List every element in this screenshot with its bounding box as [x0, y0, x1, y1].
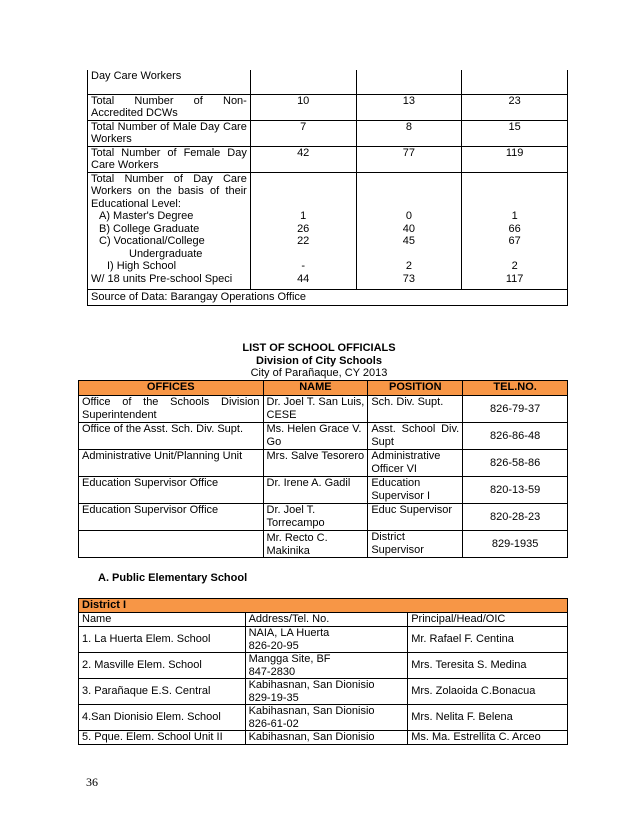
table-row [88, 94, 568, 120]
officials-subtitle: Division of City Schools [256, 355, 382, 367]
office-cell: Office of the Schools Division Superintendent [79, 396, 264, 423]
source-note: Source of Data: Barangay Operations Office [88, 290, 568, 306]
table-row [79, 531, 568, 558]
value-cell: 26 [297, 222, 310, 235]
educ-item: C) Vocational/College [99, 235, 205, 247]
office-cell: Office of the Asst. Sch. Div. Supt. [79, 423, 264, 450]
school-address: NAIA, LA Huerta 826-20-95 [245, 627, 408, 653]
value-cell: 10 [250, 94, 356, 120]
table-row [79, 450, 568, 477]
column-header: Address/Tel. No. [245, 613, 408, 627]
educ-item: A) Master's Degree [99, 210, 194, 222]
educ-item: B) College Graduate [99, 222, 200, 235]
header-row [79, 381, 568, 396]
value-cell: 7 [250, 120, 356, 146]
position-cell: Education Supervisor I [368, 477, 463, 504]
position-cell: Administrative Officer VI [368, 450, 463, 477]
educ-values-col1 [250, 172, 356, 290]
officials-subtitle-city: City of Parañaque, CY 2013 [250, 367, 388, 379]
educ-values-col2 [356, 172, 462, 290]
value-cell: 42 [250, 146, 356, 172]
tel-cell: 829-1935 [463, 531, 568, 558]
value-cell: 22 [297, 235, 310, 247]
office-cell: Administrative Unit/Planning Unit [79, 450, 264, 477]
table-row [79, 705, 568, 731]
school-address: Mangga Site, BF 847-2830 [245, 653, 408, 679]
name-cell: Mr. Recto C. Makinika [263, 531, 368, 558]
value-cell: 15 [462, 120, 568, 146]
value-cell: - [301, 260, 306, 272]
row-label: Total Number of Non-Accredited DCWs [88, 94, 251, 120]
table-row [88, 120, 568, 146]
column-header: POSITION [368, 381, 463, 396]
position-cell: Sch. Div. Supt. [368, 396, 463, 423]
value-cell: 73 [402, 272, 416, 285]
name-cell: Dr. Joel T. Torrecampo [263, 504, 368, 531]
value-cell: 67 [508, 235, 521, 247]
tel-cell: 820-13-59 [463, 477, 568, 504]
value-cell: 23 [462, 94, 568, 120]
name-cell: Mrs. Salve Tesorero [263, 450, 368, 477]
value-cell: 45 [402, 235, 416, 247]
name-cell: Ms. Helen Grace V. Go [263, 423, 368, 450]
row-label: Total Number of Male Day Care Workers [88, 120, 251, 146]
tel-cell: 826-79-37 [463, 396, 568, 423]
row-label: Total Number of Female Day Care Workers [88, 146, 251, 172]
school-address: Kabihasnan, San Dionisio 826-61-02 [245, 705, 408, 731]
column-header: Name [79, 613, 246, 627]
school-name: 4.San Dionisio Elem. School [79, 705, 246, 731]
office-cell [79, 531, 264, 558]
value-cell: 13 [356, 94, 462, 120]
value-cell: 1 [300, 210, 307, 222]
value-cell: 0 [405, 210, 412, 222]
school-officials-table [78, 380, 568, 558]
value-cell: 8 [356, 120, 462, 146]
column-header: Principal/Head/OIC [408, 613, 568, 627]
educ-intro: Total Number of Day Care Workers on the basis of their Educational Level: [91, 172, 247, 210]
school-name: 3. Parañaque E.S. Central [79, 679, 246, 705]
office-cell: Education Supervisor Office [79, 504, 264, 531]
column-header: OFFICES [79, 381, 264, 396]
educ-values-col3 [462, 172, 568, 290]
position-cell: District Supervisor [368, 531, 463, 558]
district-row [79, 599, 568, 613]
office-cell: Education Supervisor Office [79, 477, 264, 504]
value-cell: 2 [511, 260, 518, 272]
column-header: NAME [263, 381, 368, 396]
position-cell: Asst. School Div. Supt [368, 423, 463, 450]
educ-level-label [88, 172, 251, 290]
educ-item: I) High School [107, 260, 177, 272]
tel-cell: 826-58-86 [463, 450, 568, 477]
column-header: TEL.NO. [463, 381, 568, 396]
header-row [79, 613, 568, 627]
value-cell: 77 [356, 146, 462, 172]
value-cell: 117 [505, 272, 524, 285]
school-principal: Mrs. Nelita F. Belena [408, 705, 568, 731]
table-row [79, 679, 568, 705]
officials-title: LIST OF SCHOOL OFFICIALS [242, 342, 396, 354]
name-cell: Dr. Joel T. San Luis, CESE [263, 396, 368, 423]
table-row [88, 146, 568, 172]
value-cell: 66 [508, 222, 521, 235]
section-heading: A. Public Elementary School [98, 572, 248, 584]
educ-item: W/ 18 units Pre-school Speci [91, 272, 233, 285]
school-principal: Ms. Ma. Estrellita C. Arceo [408, 731, 568, 745]
name-cell: Dr. Irene A. Gadil [263, 477, 368, 504]
district-label: District I [79, 599, 568, 613]
value-cell: 2 [405, 260, 412, 272]
value-cell: 119 [462, 146, 568, 172]
school-name: 5. Pque. Elem. School Unit II [79, 731, 246, 745]
table-row [79, 504, 568, 531]
table-row [79, 627, 568, 653]
workers-table-header: Day Care Workers [88, 70, 251, 94]
educ-level-row [88, 172, 568, 290]
page-number: 36 [86, 775, 98, 789]
school-address: Kabihasnan, San Dionisio [245, 731, 408, 745]
tel-cell: 826-86-48 [463, 423, 568, 450]
educ-item: Undergraduate [129, 247, 203, 260]
tel-cell: 820-28-23 [463, 504, 568, 531]
table-row [79, 731, 568, 745]
table-row [79, 396, 568, 423]
day-care-workers-table [87, 70, 568, 306]
table-row [79, 653, 568, 679]
school-address: Kabihasnan, San Dionisio 829-19-35 [245, 679, 408, 705]
position-cell: Educ Supervisor [368, 504, 463, 531]
value-cell: 40 [402, 222, 416, 235]
school-principal: Mrs. Zolaoida C.Bonacua [408, 679, 568, 705]
school-name: 1. La Huerta Elem. School [79, 627, 246, 653]
school-principal: Mrs. Teresita S. Medina [408, 653, 568, 679]
school-name: 2. Masville Elem. School [79, 653, 246, 679]
school-principal: Mr. Rafael F. Centina [408, 627, 568, 653]
value-cell: 1 [511, 210, 518, 222]
elementary-schools-table [78, 598, 568, 745]
table-row [79, 477, 568, 504]
table-row [79, 423, 568, 450]
value-cell: 44 [297, 272, 310, 285]
